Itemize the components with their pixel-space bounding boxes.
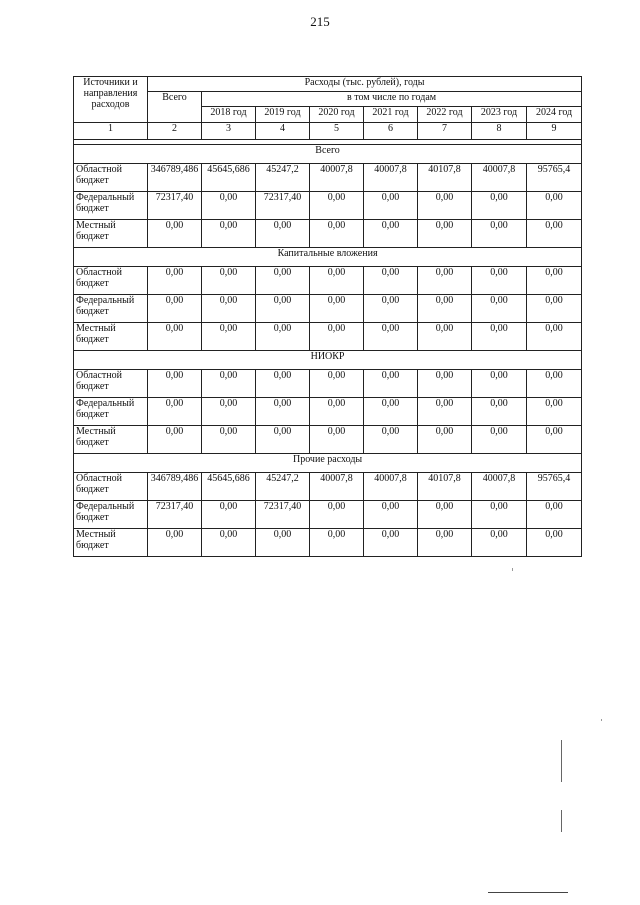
scan-mark [488,892,568,893]
value-cell: 72317,40 [148,192,202,220]
total-header: Всего [148,92,202,123]
year-header: 2024 год [527,107,582,123]
value-cell: 0,00 [202,267,256,295]
value-cell: 0,00 [202,323,256,351]
year-header: 2022 год [418,107,472,123]
value-cell: 0,00 [256,267,310,295]
value-cell: 0,00 [472,295,527,323]
value-cell: 0,00 [472,501,527,529]
value-cell: 95765,4 [527,473,582,501]
value-cell: 0,00 [202,295,256,323]
value-cell: 40007,8 [472,164,527,192]
table-row [74,192,582,220]
table-header [74,77,582,123]
value-cell: 0,00 [202,426,256,454]
value-cell: 0,00 [527,323,582,351]
value-cell: 0,00 [364,192,418,220]
value-cell: 0,00 [256,220,310,248]
year-header: 2018 год [202,107,256,123]
table-row [74,267,582,295]
column-number: 7 [418,123,472,140]
table-row [74,398,582,426]
scan-mark [512,568,513,571]
value-cell: 0,00 [364,398,418,426]
column-number: 5 [310,123,364,140]
value-cell: 0,00 [364,267,418,295]
value-cell: 40007,8 [310,164,364,192]
value-cell: 45645,686 [202,473,256,501]
value-cell: 0,00 [148,426,202,454]
value-cell: 72317,40 [256,501,310,529]
value-cell: 0,00 [527,370,582,398]
row-label: Федеральный бюджет [74,295,148,323]
value-cell: 0,00 [364,323,418,351]
by-year-header: в том числе по годам [202,92,582,107]
table-row [74,220,582,248]
section-row [74,454,582,473]
value-cell: 95765,4 [527,164,582,192]
section-title: Прочие расходы [74,454,582,473]
value-cell: 0,00 [418,426,472,454]
scan-mark [561,740,562,782]
row-label: Областной бюджет [74,473,148,501]
value-cell: 0,00 [148,323,202,351]
expenses-header: Расходы (тыс. рублей), годы [148,77,582,92]
value-cell: 0,00 [256,323,310,351]
year-header: 2020 год [310,107,364,123]
value-cell: 0,00 [310,192,364,220]
row-label: Местный бюджет [74,529,148,557]
value-cell: 72317,40 [148,501,202,529]
value-cell: 0,00 [310,220,364,248]
value-cell: 0,00 [472,192,527,220]
value-cell: 0,00 [418,370,472,398]
row-label: Местный бюджет [74,220,148,248]
value-cell: 0,00 [364,501,418,529]
column-number: 3 [202,123,256,140]
value-cell: 0,00 [472,323,527,351]
year-header: 2021 год [364,107,418,123]
value-cell: 0,00 [527,267,582,295]
table-row [74,529,582,557]
value-cell: 0,00 [256,529,310,557]
value-cell: 0,00 [527,398,582,426]
value-cell: 0,00 [418,529,472,557]
value-cell: 0,00 [310,398,364,426]
value-cell: 40007,8 [364,473,418,501]
scan-mark [561,810,562,832]
scan-mark [601,719,602,721]
value-cell: 0,00 [310,267,364,295]
value-cell: 0,00 [202,398,256,426]
value-cell: 40007,8 [472,473,527,501]
value-cell: 0,00 [148,398,202,426]
value-cell: 0,00 [418,398,472,426]
value-cell: 0,00 [418,192,472,220]
value-cell: 0,00 [364,295,418,323]
row-label: Областной бюджет [74,164,148,192]
section-title: НИОКР [74,351,582,370]
value-cell: 0,00 [418,267,472,295]
row-label: Местный бюджет [74,426,148,454]
section-title: Капитальные вложения [74,248,582,267]
row-label: Областной бюджет [74,267,148,295]
value-cell: 0,00 [310,529,364,557]
value-cell: 0,00 [364,529,418,557]
value-cell: 0,00 [310,501,364,529]
column-number: 4 [256,123,310,140]
column-number: 6 [364,123,418,140]
value-cell: 0,00 [148,370,202,398]
table-row [74,295,582,323]
value-cell: 0,00 [472,267,527,295]
column-numbers-row [74,123,582,140]
value-cell: 0,00 [527,426,582,454]
section-row [74,248,582,267]
value-cell: 0,00 [527,529,582,557]
value-cell: 0,00 [202,529,256,557]
section-row [74,351,582,370]
value-cell: 0,00 [310,370,364,398]
value-cell: 40007,8 [364,164,418,192]
value-cell: 0,00 [148,220,202,248]
value-cell: 0,00 [256,426,310,454]
value-cell: 40007,8 [310,473,364,501]
value-cell: 0,00 [472,398,527,426]
value-cell: 0,00 [202,501,256,529]
value-cell: 346789,486 [148,164,202,192]
value-cell: 0,00 [148,529,202,557]
value-cell: 0,00 [418,501,472,529]
budget-table [73,76,582,557]
row-label: Федеральный бюджет [74,192,148,220]
page-number: 215 [310,14,330,29]
value-cell: 0,00 [202,370,256,398]
value-cell: 0,00 [256,370,310,398]
value-cell: 0,00 [472,220,527,248]
value-cell: 0,00 [310,295,364,323]
value-cell: 0,00 [472,529,527,557]
table-row [74,323,582,351]
table-row [74,370,582,398]
value-cell: 0,00 [364,370,418,398]
value-cell: 0,00 [472,370,527,398]
sources-header: Источники и направления расходов [74,77,148,123]
table-row [74,501,582,529]
section-row [74,145,582,164]
year-header: 2023 год [472,107,527,123]
value-cell: 0,00 [527,501,582,529]
value-cell: 40107,8 [418,164,472,192]
row-label: Местный бюджет [74,323,148,351]
value-cell: 0,00 [202,220,256,248]
column-number: 8 [472,123,527,140]
row-label: Федеральный бюджет [74,501,148,529]
value-cell: 0,00 [527,220,582,248]
table-row [74,473,582,501]
value-cell: 0,00 [418,295,472,323]
value-cell: 0,00 [310,323,364,351]
column-number: 2 [148,123,202,140]
table-body [74,123,582,557]
table-row [74,426,582,454]
column-number: 1 [74,123,148,140]
value-cell: 0,00 [148,267,202,295]
table-row [74,164,582,192]
value-cell: 45247,2 [256,473,310,501]
value-cell: 0,00 [364,426,418,454]
value-cell: 40107,8 [418,473,472,501]
section-title: Всего [74,145,582,164]
value-cell: 72317,40 [256,192,310,220]
year-header: 2019 год [256,107,310,123]
value-cell: 0,00 [364,220,418,248]
row-label: Федеральный бюджет [74,398,148,426]
value-cell: 0,00 [202,192,256,220]
value-cell: 45247,2 [256,164,310,192]
value-cell: 0,00 [418,220,472,248]
value-cell: 0,00 [418,323,472,351]
value-cell: 0,00 [527,295,582,323]
value-cell: 0,00 [472,426,527,454]
value-cell: 0,00 [256,398,310,426]
column-number: 9 [527,123,582,140]
value-cell: 0,00 [256,295,310,323]
value-cell: 0,00 [310,426,364,454]
value-cell: 45645,686 [202,164,256,192]
value-cell: 0,00 [148,295,202,323]
value-cell: 0,00 [527,192,582,220]
row-label: Областной бюджет [74,370,148,398]
value-cell: 346789,486 [148,473,202,501]
